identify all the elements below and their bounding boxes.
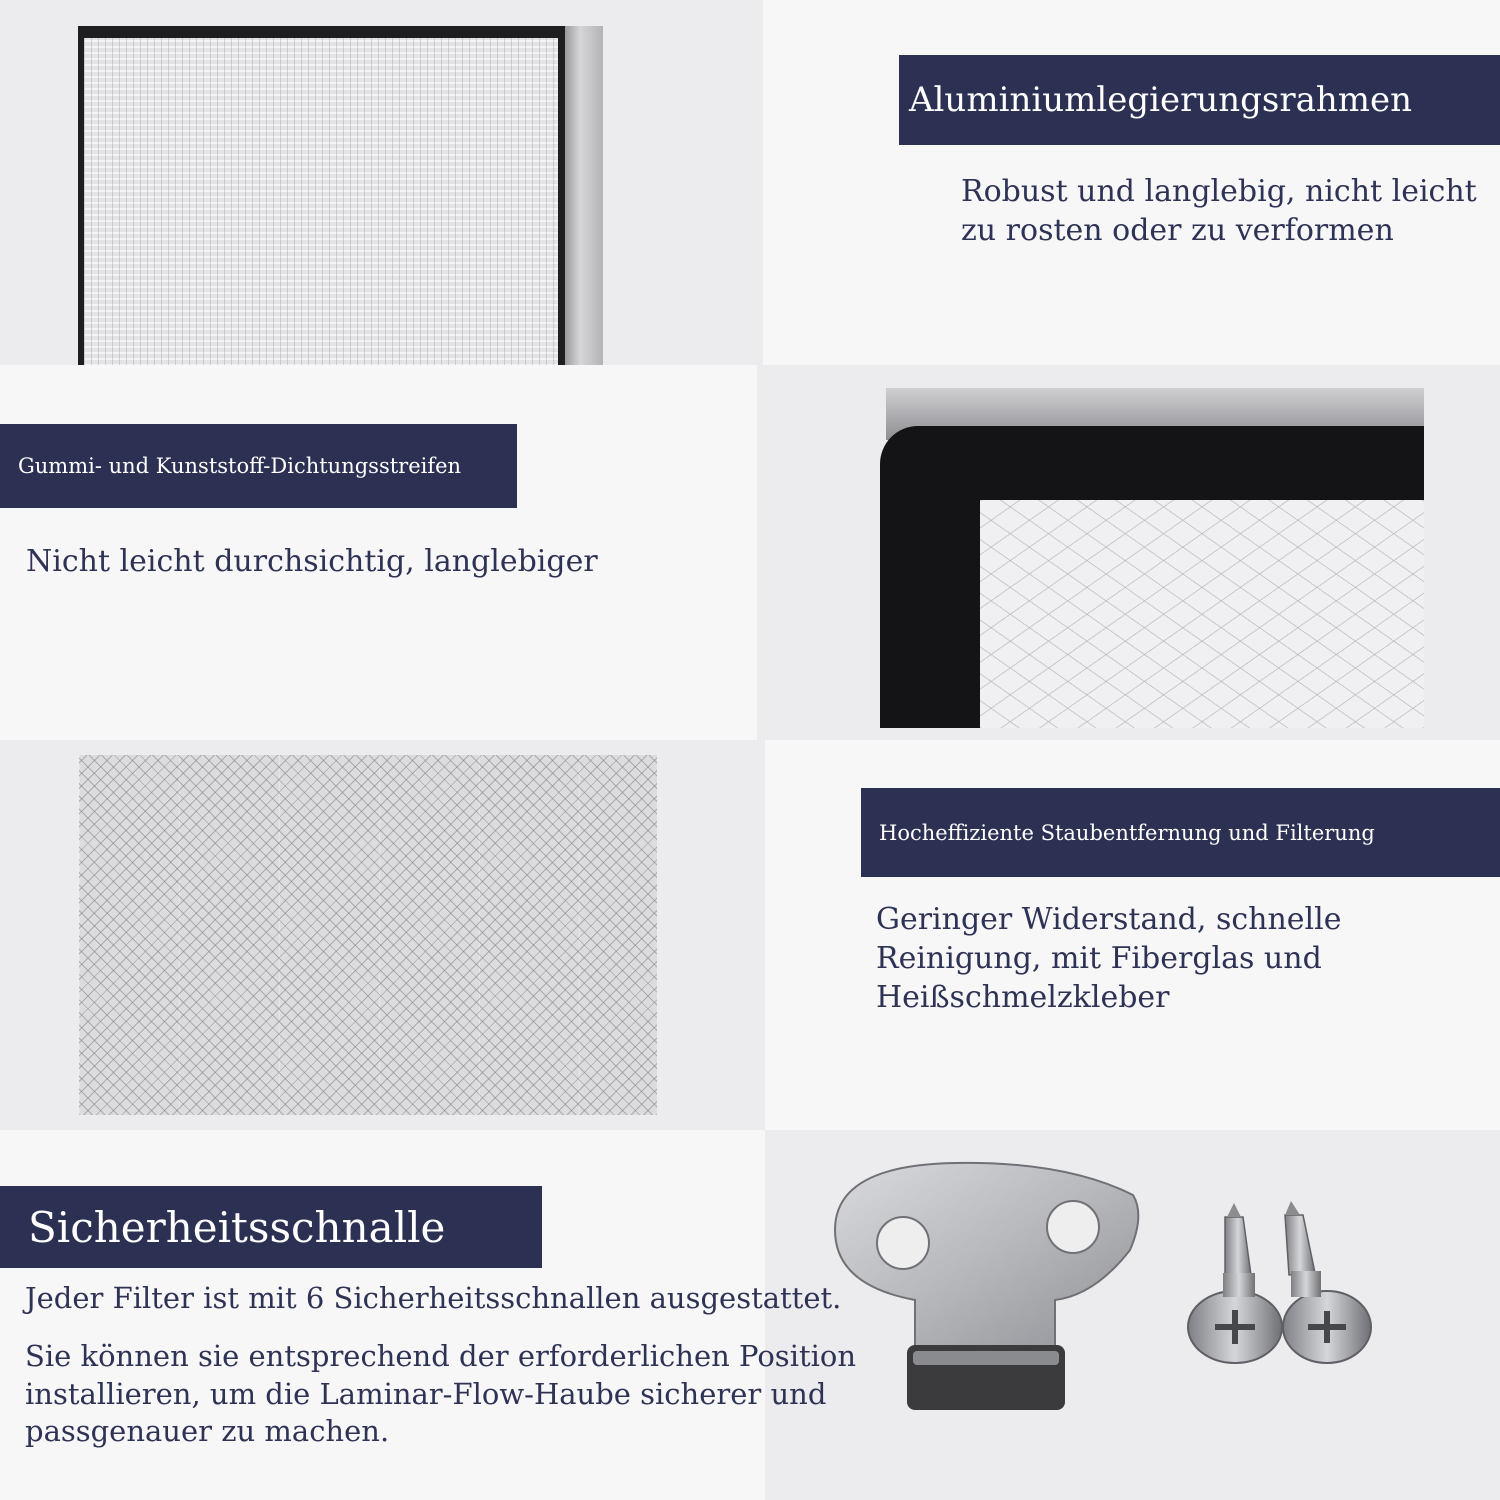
section-2-description xyxy=(26,542,726,581)
section-3-desc-line-1: Geringer Widerstand, schnelle xyxy=(876,902,1342,937)
section-4-desc2-line-2: installieren, um die Laminar-Flow-Haube sicherer und xyxy=(25,1376,827,1411)
section-4-description-1 xyxy=(25,1280,865,1318)
screw-icon-1 xyxy=(1188,1203,1282,1363)
section-3-desc-line-3: Heißschmelzkleber xyxy=(876,980,1170,1015)
seal-strip-photo xyxy=(880,388,1424,728)
section-3-title: Hocheffiziente Staubentfernung und Filterung xyxy=(879,820,1375,845)
section-4-desc-line-1: Jeder Filter ist mit 6 Sicherheitsschnallen ausgestattet. xyxy=(25,1281,842,1315)
section-1-description xyxy=(961,172,1491,250)
section-3-title-banner xyxy=(861,788,1500,877)
section-3-description xyxy=(876,900,1476,1017)
section-2-desc-line-1: Nicht leicht durchsichtig, langlebiger xyxy=(26,544,598,579)
section-1-desc-line-2: zu rosten oder zu verformen xyxy=(961,213,1394,248)
section-4-desc2-line-1: Sie können sie entsprechend der erforderlichen Position xyxy=(25,1339,857,1373)
section-3-desc-line-2: Reinigung, mit Fiberglas und xyxy=(876,941,1322,976)
section-1-desc-line-1: Robust und langlebig, nicht leicht xyxy=(961,174,1477,209)
aluminium-frame-photo xyxy=(78,26,603,366)
section-2-title: Gummi- und Kunststoff-Dichtungsstreifen xyxy=(18,454,462,478)
section-4-title: Sicherheitsschnalle xyxy=(28,1202,446,1252)
section-4-desc2-line-3: passgenauer zu machen. xyxy=(25,1414,390,1449)
safety-buckle-photo xyxy=(815,1155,1395,1420)
section-1-title: Aluminiumlegierungsrahmen xyxy=(909,80,1413,120)
section-4-description-2 xyxy=(25,1338,865,1451)
filter-mesh-photo xyxy=(79,755,657,1115)
section-2-title-banner xyxy=(0,424,517,508)
section-1-title-banner xyxy=(899,55,1500,145)
section-4-title-banner xyxy=(0,1186,542,1268)
screw-icon-2 xyxy=(1283,1201,1371,1363)
